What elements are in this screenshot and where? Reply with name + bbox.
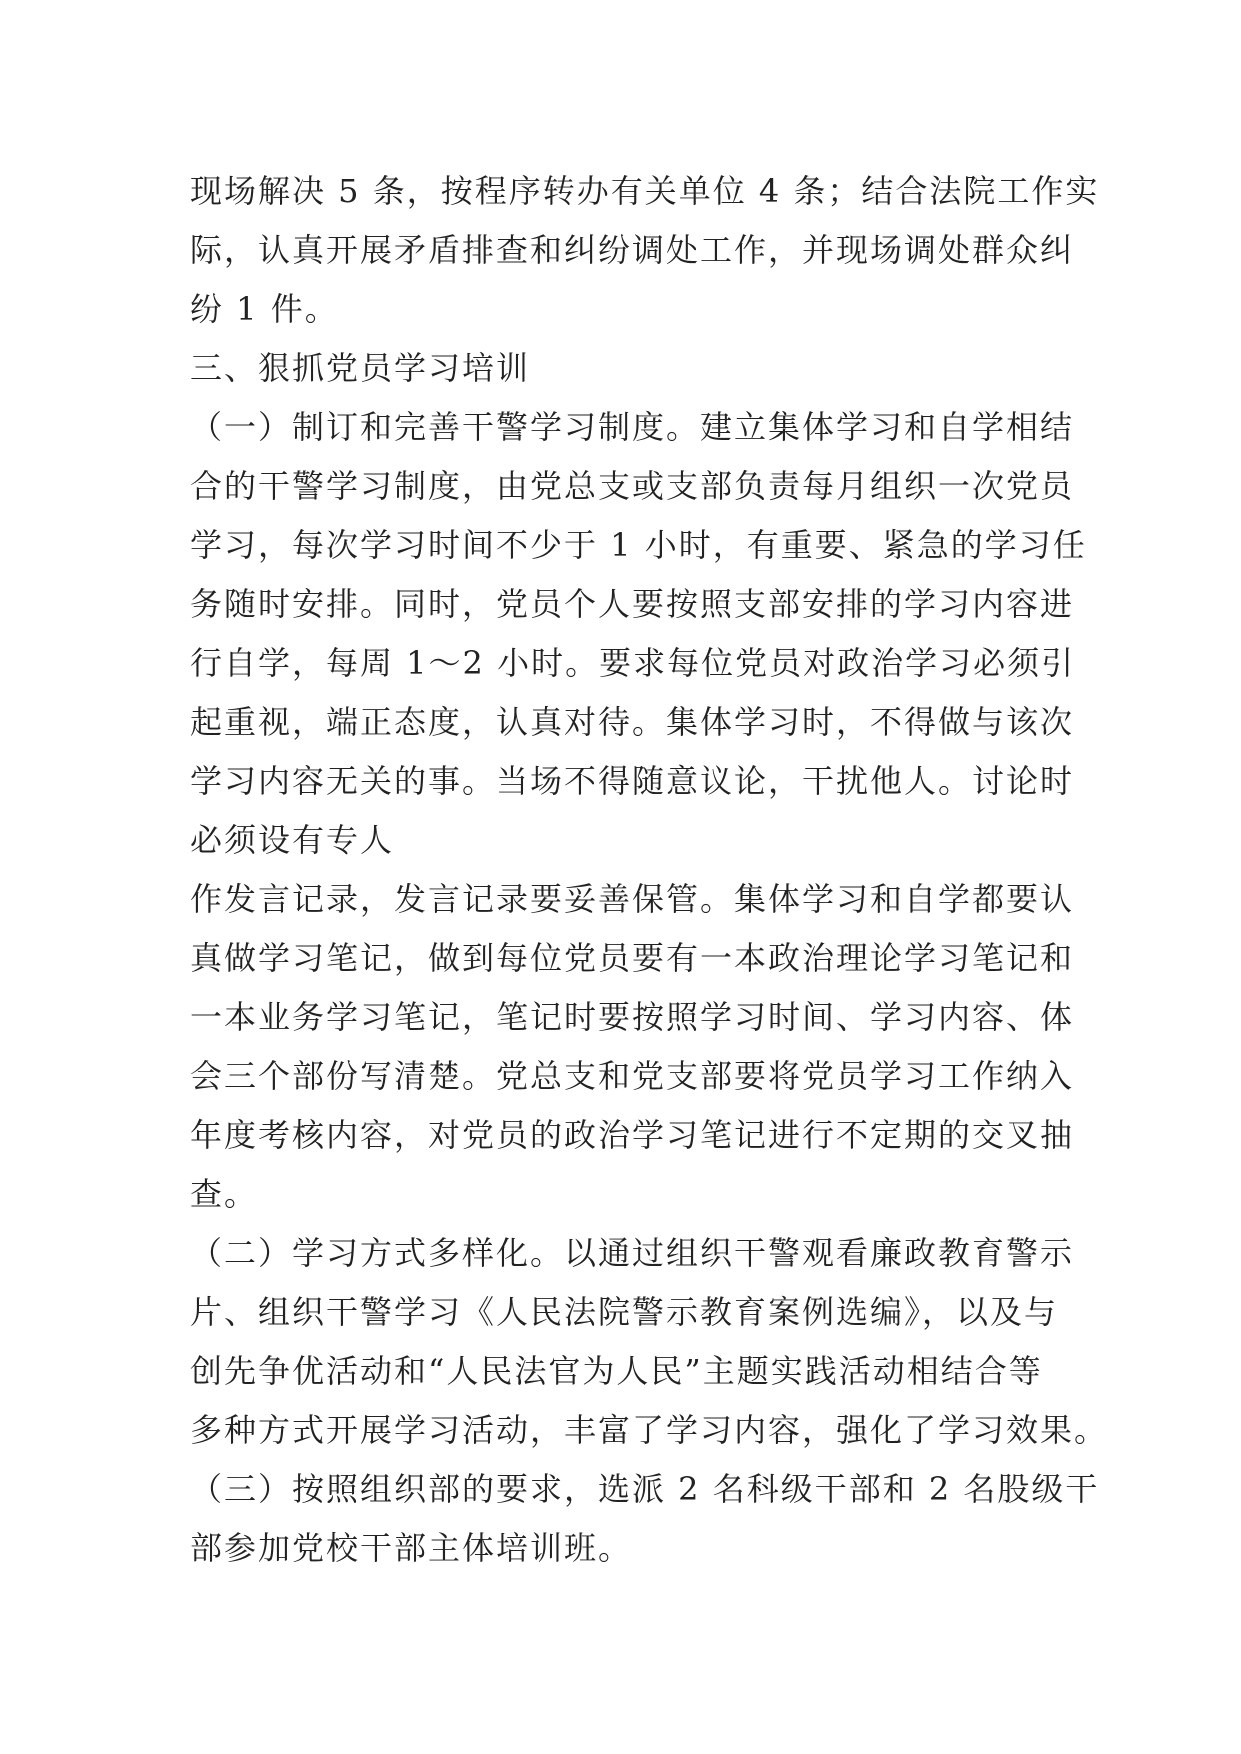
text-line: （一）制订和完善干警学习制度。建立集体学习和自学相结: [190, 408, 1075, 446]
text-line: 查。: [190, 1175, 259, 1213]
text-line: 务随时安排。同时，党员个人要按照支部安排的学习内容进: [190, 585, 1075, 623]
text-line: 片、组织干警学习《人民法院警示教育案例选编》，以及与: [190, 1293, 1059, 1331]
section-heading: 三、狠抓党员学习培训: [190, 349, 531, 387]
text-line: 部参加党校干部主体培训班。: [190, 1529, 633, 1567]
text-line: 真做学习笔记，做到每位党员要有一本政治理论学习笔记和: [190, 939, 1075, 977]
text-line: 起重视，端正态度，认真对待。集体学习时，不得做与该次: [190, 703, 1075, 741]
text-line: 学习内容无关的事。当场不得随意议论，干扰他人。讨论时: [190, 762, 1075, 800]
text-line: 行自学，每周 1～2 小时。要求每位党员对政治学习必须引: [190, 644, 1076, 682]
text-line: 学习，每次学习时间不少于 1 小时，有重要、紧急的学习任: [190, 526, 1087, 564]
text-line: 会三个部份写清楚。党总支和党支部要将党员学习工作纳入: [190, 1057, 1075, 1095]
document-body: [190, 162, 1109, 1578]
text-line: 必须设有专人: [190, 821, 395, 859]
text-line: 现场解决 5 条，按程序转办有关单位 4 条；结合法院工作实: [190, 172, 1100, 210]
text-line: 一本业务学习笔记，笔记时要按照学习时间、学习内容、体: [190, 998, 1075, 1036]
text-line: 合的干警学习制度，由党总支或支部负责每月组织一次党员: [190, 467, 1075, 505]
text-line: 创先争优活动和“人民法官为人民”主题实践活动相结合等: [190, 1352, 1043, 1390]
text-line: 作发言记录，发言记录要妥善保管。集体学习和自学都要认: [190, 880, 1075, 918]
text-line: 多种方式开展学习活动，丰富了学习内容，强化了学习效果。: [190, 1411, 1109, 1449]
text-line: 年度考核内容，对党员的政治学习笔记进行不定期的交叉抽: [190, 1116, 1075, 1154]
text-line: 纷 1 件。: [190, 290, 339, 328]
text-line: 际，认真开展矛盾排查和纠纷调处工作，并现场调处群众纠: [190, 231, 1075, 269]
text-line: （三）按照组织部的要求，选派 2 名科级干部和 2 名股级干: [190, 1470, 1100, 1508]
text-line: （二）学习方式多样化。以通过组织干警观看廉政教育警示: [190, 1234, 1075, 1272]
